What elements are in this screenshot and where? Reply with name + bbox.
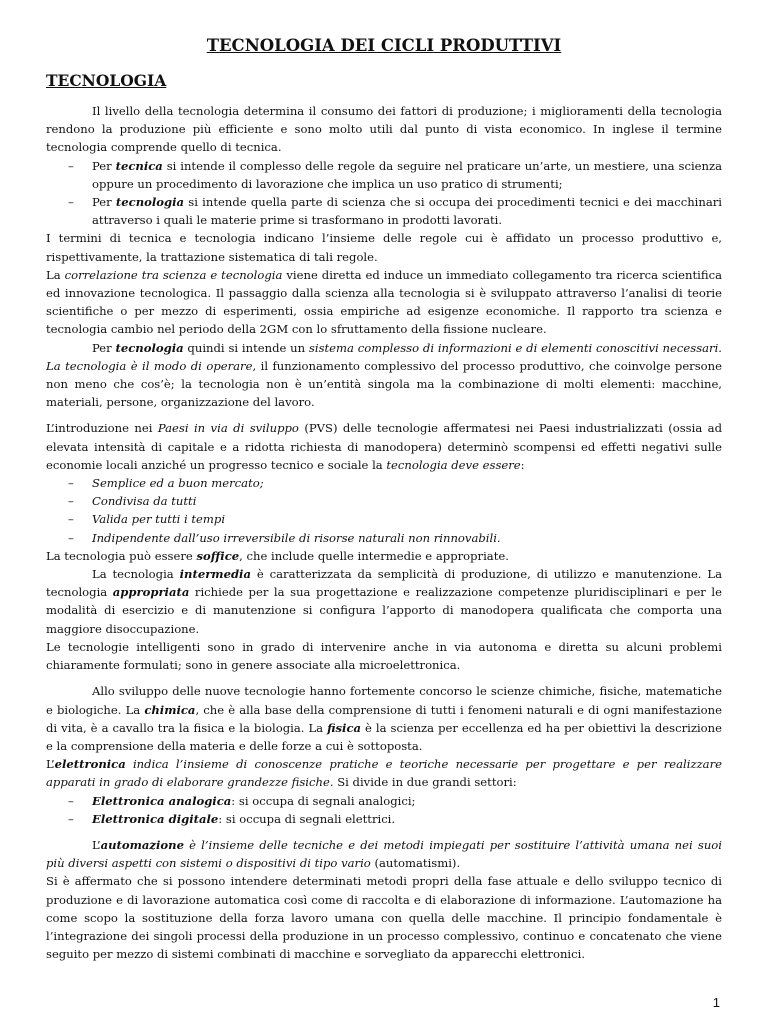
- paragraph: I termini di tecnica e tecnologia indicano l’insieme delle regole cui è affidato un processo produttivo e, rispettivamente, la trattazione sistematica di tali regole.: [46, 231, 722, 264]
- paragraph: Le tecnologie intelligenti sono in grado di intervenire anche in via autonoma e diretta su alcuni problemi chiaramente formulati; sono in genere associate alla microelettronica.: [46, 639, 722, 673]
- dash-bullet: –: [68, 195, 74, 210]
- dash-bullet: –: [68, 793, 74, 808]
- paragraph: Per tecnologia quindi si intende un sistema complesso di informazioni e di elementi conoscitivi necessari. La tecnologia è il modo di operare, il funzionamento complessivo del processo produttivo, che coinvolge persone non meno che cos’è; la tecnologia non è un’entità singola ma la combinazione di molti elementi: macchine, materiali, persone, organizzazione del lavoro.: [46, 340, 722, 410]
- paragraph: Il livello della tecnologia determina il consumo dei fattori di produzione; i miglioramenti della tecnologia rendono la produzione più efficiente e sono molto utili dal punto di vista economico. In inglese il termine tecnologia comprende quello di tecnica.: [46, 104, 722, 155]
- paragraph: Allo sviluppo delle nuove tecnologie hanno fortemente concorso le scienze chimiche, fisiche, matematiche e biologiche. La chimica, che è alla base della comprensione di tutti i fenomeni naturali e di ogni manifestazione di vita, è a cavallo tra la fisica e la biologia. La fisica è la scienza per eccellenza ed ha per obiettivi la descrizione e la comprensione della materia e delle forze a cui è sottoposta.: [46, 684, 722, 753]
- paragraph: La tecnologia può essere soffice, che include quelle intermedie e appropriate.: [46, 548, 509, 563]
- dash-bullet: –: [68, 158, 74, 173]
- document-body: [46, 102, 722, 963]
- page-title: TECNOLOGIA DEI CICLI PRODUTTIVI: [206, 36, 562, 55]
- dash-bullet: –: [68, 530, 74, 545]
- paragraph: Si è affermato che si possono intendere determinati metodi propri della fase attuale e dello sviluppo tecnico di produzione e di lavorazione automatica così come di raccolta e di elaborazione di informazione. L’automazione ha come scopo la sostituzione della forza lavoro umana con quella delle macchine. Il principio fondamentale è l’integrazione dei singoli processi della produzione in un processo complessivo, continuo e concatenato che viene seguito per mezzo di sistemi combinati di macchine e sorvegliato da apparecchi elettronici.: [46, 874, 722, 962]
- list-item: – Valida per tutti i tempi: [46, 510, 722, 528]
- page-number: 1: [712, 995, 720, 1010]
- dash-bullet: –: [68, 512, 74, 527]
- list-item: – Elettronica digitale: si occupa di segnali elettrici.: [46, 810, 722, 828]
- paragraph: L’automazione è l’insieme delle tecniche e dei metodi impiegati per sostituire l’attività umana nei suoi più diversi aspetti con sistemi o dispositivi di tipo vario (automatismi).: [46, 837, 722, 871]
- list-item: – Elettronica analogica: si occupa di segnali analogici;: [46, 792, 722, 810]
- list-item: – Indipendente dall’uso irreversibile di risorse naturali non rinnovabili.: [46, 529, 722, 547]
- dash-bullet: –: [68, 811, 74, 826]
- paragraph: La correlazione tra scienza e tecnologia viene diretta ed induce un immediato collegamento tra ricerca scientifica ed innovazione tecnologica. Il passaggio dalla scienza alla tecnologia si è sviluppato attraverso l’analisi di teorie scientifiche o per mezzo di esperimenti, ossia empiriche ad esigenze economiche. Il rapporto tra scienza e tecnologia cambio nel periodo della 2GM con lo sfruttamento della fissione nucleare.: [46, 267, 722, 337]
- dash-bullet: –: [68, 494, 74, 509]
- dash-bullet: –: [68, 476, 74, 491]
- list-item: – Per tecnica si intende il complesso delle regole da seguire nel praticare un’arte, un mestiere, una scienza oppure un procedimento di lavorazione che implica un uso pratico di strumenti;: [68, 158, 722, 191]
- paragraph: L’introduzione nei Paesi in via di sviluppo (PVS) delle tecnologie affermatesi nei Paesi industrializzati (ossia ad elevata intensità di capitale e a ridotta richiesta di manodopera) determinò scompensi ed effetti negativi sulle economie locali anziché un progresso tecnico e sociale la tecnologia deve essere:: [46, 421, 722, 472]
- paragraph: L’elettronica indica l’insieme di conoscenze pratiche e teoriche necessarie per progettare e per realizzare apparati in grado di elaborare grandezze fisiche. Si divide in due grandi settori:: [46, 757, 722, 790]
- list-item: – Condivisa da tutti: [46, 492, 722, 510]
- list-item: – Semplice ed a buon mercato;: [46, 474, 722, 492]
- list-item: – Per tecnologia si intende quella parte di scienza che si occupa dei procedimenti tecnici e dei macchinari attraverso i quali le materie prime si trasformano in prodotti lavorati.: [68, 195, 722, 228]
- paragraph: La tecnologia intermedia è caratterizzata da semplicità di produzione, di utilizzo e manutenzione. La tecnologia appropriata richiede per la sua progettazione e realizzazione competenze pluridisciplinari e per le modalità di esercizio e di manutenzione si configura l’apporto di manodopera qualificata che comporta una maggiore disoccupazione.: [46, 567, 723, 636]
- section-heading: TECNOLOGIA: [46, 71, 167, 90]
